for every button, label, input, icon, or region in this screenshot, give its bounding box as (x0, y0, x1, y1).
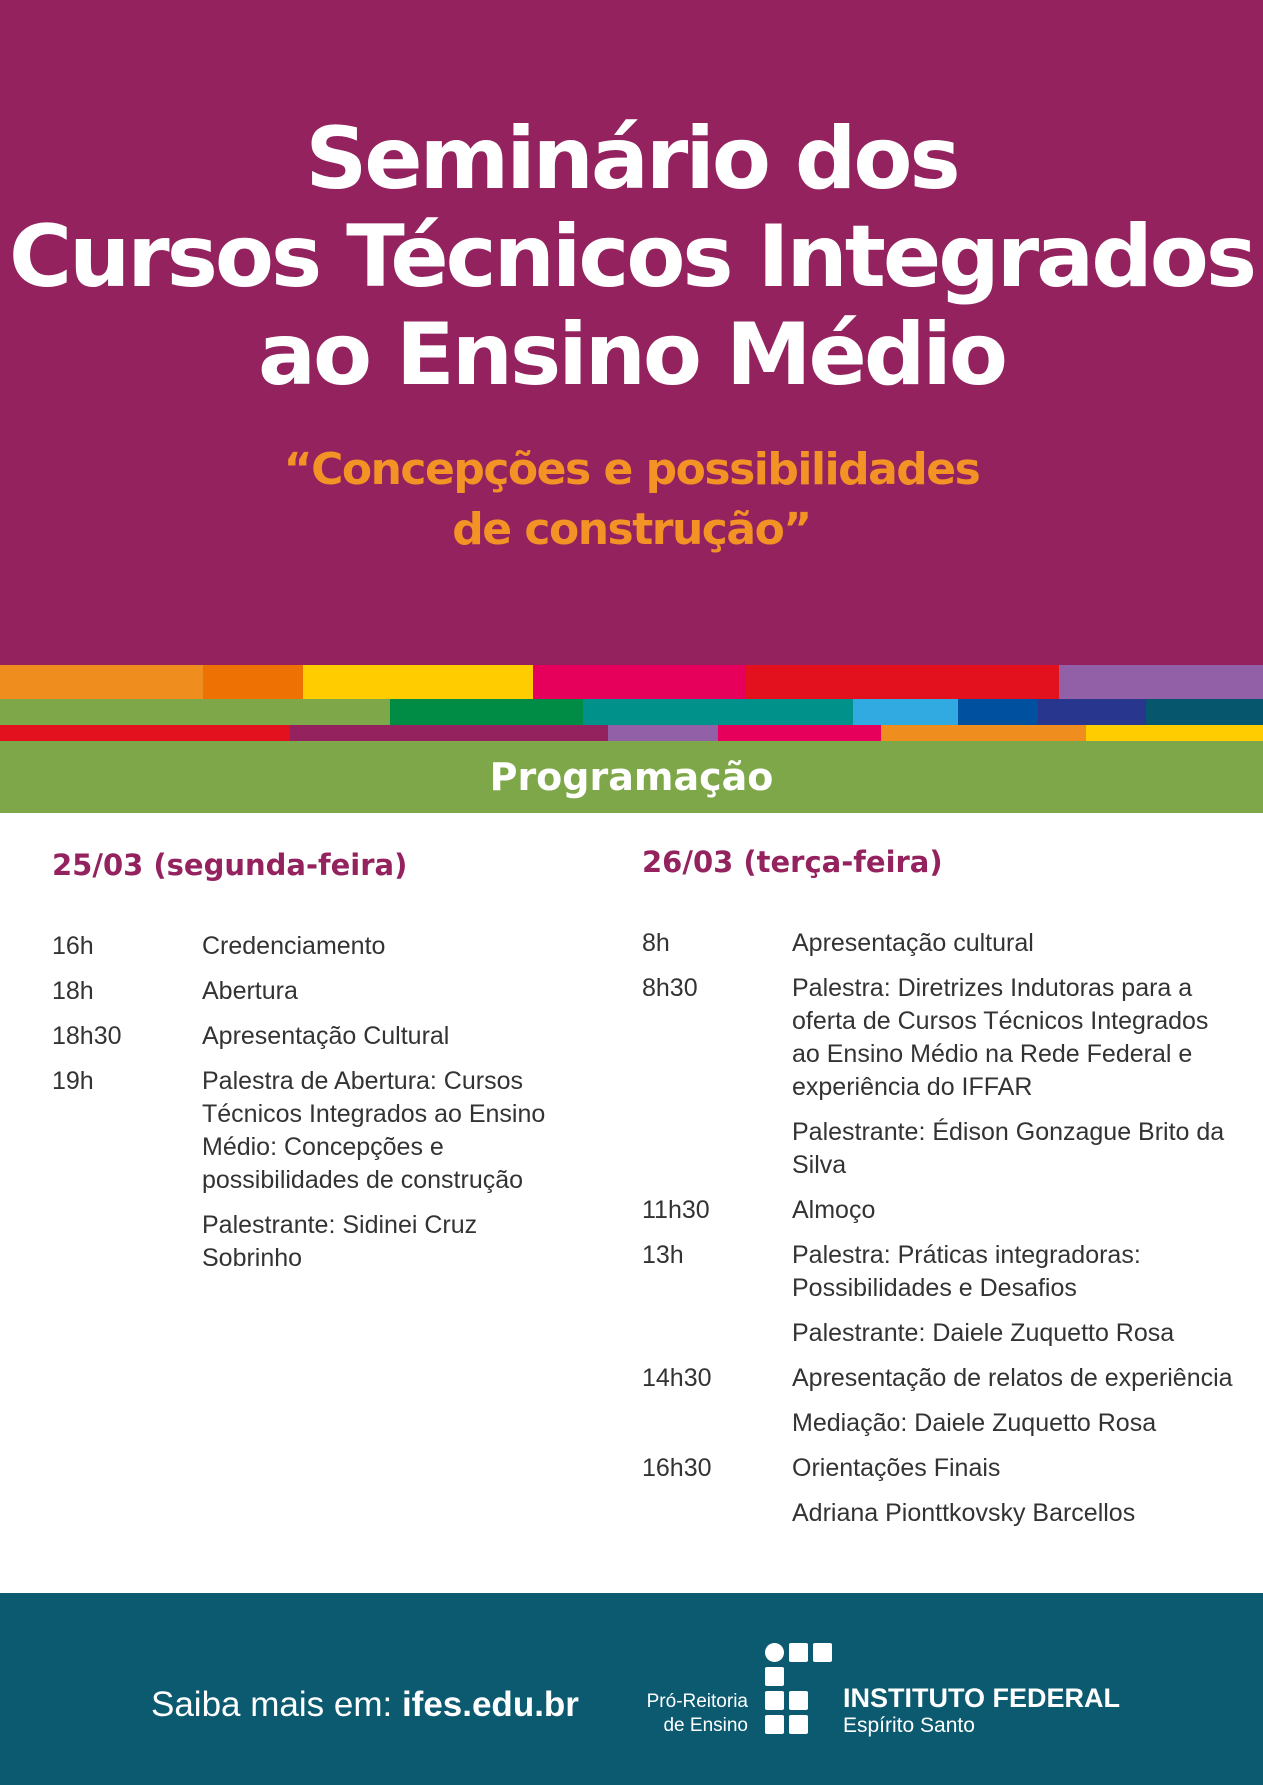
entry-time: 11h30 (642, 1196, 710, 1224)
title-line-1: Seminário dos (305, 109, 958, 209)
event-subtitle (0, 440, 1263, 560)
entry-time: 18h30 (52, 1022, 122, 1050)
entry-activity: Apresentação cultural (792, 929, 1034, 957)
entry-time: 8h (642, 929, 670, 957)
entry-description (202, 930, 582, 963)
day1-heading: 25/03 (segunda-feira) (52, 848, 408, 882)
entry-detail: Palestrante: Daiele Zuquetto Rosa (792, 1319, 1175, 1347)
more-info-prefix: Saiba mais em: (151, 1685, 402, 1724)
entry-activity: Palestra: Diretrizes Indutoras para a oferta de Cursos Técnicos Integrados ao Ensino Médio na Rede Federal e experiência do IFFAR (792, 974, 1209, 1101)
entry-description (202, 975, 582, 1008)
entry-description (792, 972, 1242, 1182)
entry-time: 19h (52, 1067, 94, 1095)
schedule-entry (642, 927, 1242, 960)
institute-logo-icon (765, 1643, 833, 1733)
entry-activity: Palestra de Abertura: Cursos Técnicos Integrados ao Ensino Médio: Concepções e possibilidades de construção (202, 1067, 546, 1194)
day2-heading: 26/03 (terça-feira) (642, 845, 943, 879)
color-stripe-top (0, 665, 1263, 699)
entry-time: 18h (52, 977, 94, 1005)
schedule-entry (642, 972, 1242, 1182)
entry-time: 16h (52, 932, 94, 960)
subtitle-line-2: de construção” (452, 504, 811, 555)
schedule-entry (52, 975, 582, 1008)
entry-activity: Apresentação de relatos de experiência (792, 1364, 1233, 1392)
website-link[interactable]: ifes.edu.br (401, 1685, 579, 1724)
entry-time: 14h30 (642, 1364, 712, 1392)
entry-activity: Almoço (792, 1196, 876, 1224)
entry-detail: Adriana Pionttkovsky Barcellos (792, 1499, 1136, 1527)
schedule-entry (52, 930, 582, 963)
more-info-text (151, 1685, 579, 1725)
entry-activity: Apresentação Cultural (202, 1022, 450, 1050)
color-stripe-middle (0, 699, 1263, 725)
title-line-2: Cursos Técnicos Integrados (8, 207, 1255, 307)
entry-detail: Palestrante: Édison Gonzague Brito da Silva (792, 1118, 1225, 1179)
day2-schedule (642, 927, 1242, 1542)
entry-activity: Abertura (202, 977, 298, 1005)
entry-time: 16h30 (642, 1454, 712, 1482)
schedule-entry (52, 1065, 582, 1275)
schedule-entry (642, 1452, 1242, 1530)
entry-time: 13h (642, 1241, 684, 1269)
institute-name: INSTITUTO FEDERAL (843, 1683, 1121, 1713)
day1-schedule (52, 930, 582, 1287)
entry-detail: Palestrante: Sidinei Cruz Sobrinho (202, 1211, 478, 1272)
title-line-3: ao Ensino Médio (258, 305, 1005, 405)
pro-reitoria-line-1: Pró-Reitoria (646, 1691, 748, 1712)
schedule-entry (642, 1239, 1242, 1350)
pro-reitoria-label (647, 1690, 748, 1738)
entry-description (202, 1065, 582, 1275)
entry-time: 8h30 (642, 974, 698, 1002)
entry-activity: Orientações Finais (792, 1454, 1001, 1482)
event-title (0, 110, 1263, 404)
pro-reitoria-line-2: de Ensino (663, 1715, 748, 1736)
program-heading: Programação (0, 741, 1263, 813)
entry-activity: Palestra: Práticas integradoras: Possibilidades e Desafios (792, 1241, 1141, 1302)
entry-description (792, 1362, 1242, 1440)
schedule-entry (642, 1194, 1242, 1227)
header-banner (0, 0, 1263, 665)
entry-description (792, 1194, 1242, 1227)
entry-description (792, 1452, 1242, 1530)
entry-detail: Mediação: Daiele Zuquetto Rosa (792, 1409, 1157, 1437)
institute-subtitle: Espírito Santo (843, 1714, 975, 1737)
subtitle-line-1: “Concepções e possibilidades (283, 444, 980, 495)
entry-description (202, 1020, 582, 1053)
schedule-entry (52, 1020, 582, 1053)
color-stripe-bottom (0, 725, 1263, 741)
entry-description (792, 927, 1242, 960)
schedule-entry (642, 1362, 1242, 1440)
entry-activity: Credenciamento (202, 932, 386, 960)
entry-description (792, 1239, 1242, 1350)
